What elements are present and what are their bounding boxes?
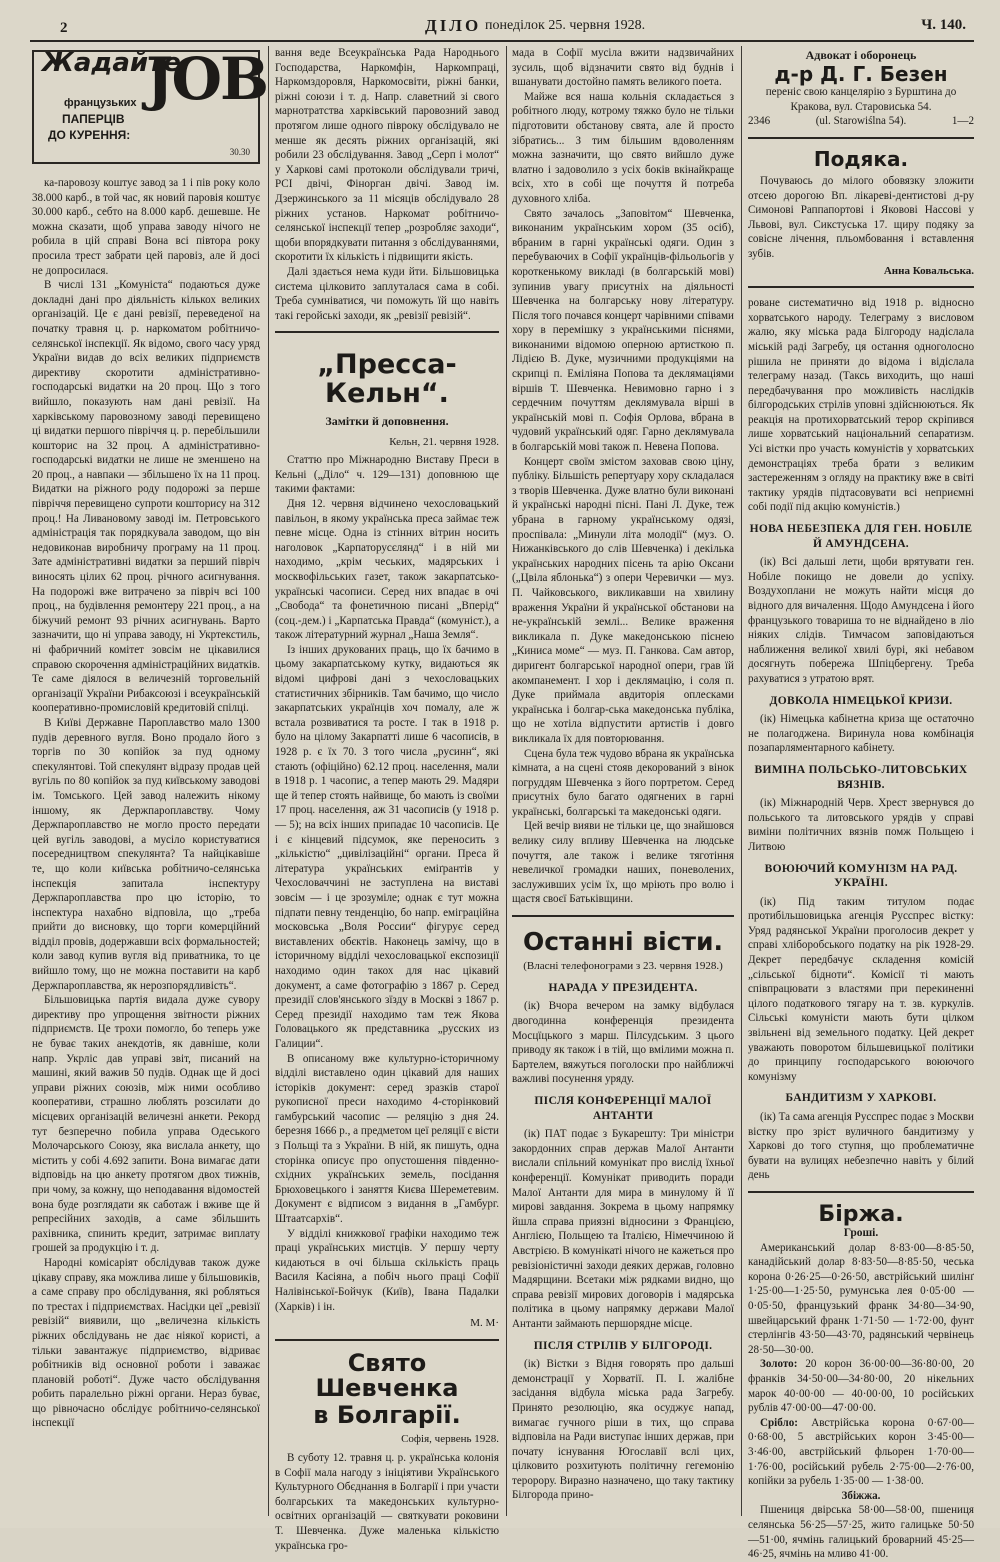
paragraph: Почуваюсь до мілого обовязку зложити отсею дорогою Вп. лікареві-дентистові д-ру Симонові Раппапортові і Яковові Нассові у Львові, вул. Сикстуська 17. щиру подяку за совісне лічення, пльомбовання і вставлення зубів. <box>748 174 974 260</box>
market-label: Золото: <box>760 1358 798 1371</box>
paragraph: В суботу 12. травня ц. р. українська колонія в Софії мала нагоду з ініціятиви Українського Культурного Обєднання в Болгарії і при участи болгарських та македонських культурно-освітних організацій — святкувати роковини Т. Шевченка. Дуже маленька кількістю українська гро- <box>275 1451 499 1552</box>
ad-line: ДО КУРЕННЯ: <box>48 128 131 142</box>
market-text: 20 корон 36·00·00—36·80·00, 20 франків 34·50·00—34·80·00, 20 нікельних марок 40·00·00 — 40·00·00, 10 російських рублів 47·00·00—47·00·00. <box>748 1358 974 1415</box>
paragraph: В Київі Державне Пароплавство мало 1300 пудів деревного вугля. Воно продало його з торгів по 30 копійок за пуд одному спекулянтові. Той спекулянт відразу продав цей вугіль по 80 копійок за пуд київському заводові ім. Томського. Цей завод належить нікому іншому, як Держпароплавству. Чому Держпароплавство не могло просто передати цей вугіль заводові, а мусіло користуватися посередництвом спекулянта? Та найцікавіше те, що коли київська робітничо-селянська інспекція запитала інспектуру Держпароплавства про цю історію, то інспектура нахабно відповіла, що „треба прийти до висновку, що торги комерційний відділ провів, додержавши всіх формальностей; коли завод купив вугля від приватника, то це вийшло тому, що не можна поставити на карб Держпароплавства, як нерозпорядливість“. <box>32 716 260 992</box>
masthead: ДІЛО <box>425 16 482 35</box>
paragraph: Американський долар 8·83·00—8·85·50, канадійський долар 8·83·50—8·85·50, чеська корона 0·26·25—0·26·50, австрійський шилінґ 1·25·00—1·25·50, румунська лея 0·05·00 — 0·05·50, французький франк 34·80—34·90, швейцарський франк 1·71·50 — 1·72·00, фунт стерлінгів 43·50—43·70, радянський червінець 28·50—30·00. <box>748 1241 974 1356</box>
section-divider <box>748 286 974 288</box>
issue-date: понеділок 25. червня 1928. <box>485 18 646 33</box>
paragraph: У відділі книжкової графіки находимо теж праці українських мистців. У першу черту кидаються в очі більша скількість праць Василя Касіяна, а побіч нього праці Софії Налівінської-Бойчук (Київ), Івана Падалки (Харків) і ін. <box>275 1227 499 1313</box>
article-title: в Болгарії. <box>313 1401 461 1430</box>
article-subtitle: Замітки й доповнення. <box>325 413 449 428</box>
paragraph: Більшовицька партія видала дуже сувору директиву про упрощення звітности ріжних підприємств. Це трохи помогло, бо теперь уже не буває таких анекдотів, як давніше, коли напр. Укрліс дав управі звіт, писаний на машині, який важив 50 пудів. Однак ще й досі управи ріжних союзів, між ними особливо кооперативи, страшно люблять розсилати до місцевих організацій величезні анкети. Рекорд тут безперечно побила управа Одеського Молочарського Союзу, яка вислала анкету, що містить у собі 4.692 запити. Вона вимагає дати відповідь на цю анкету протягом двох тижнів, при чому, за кожну, що неподавання відомостей вона буде розглядати як саботаж і вживе ще й репресійних заходів, а саме збільшить рахівника, спинить кредит, затримає виплату грошей за продукцію і т. д. <box>32 994 260 1255</box>
paragraph: Народні комісаріят обслідував також дуже цікаву справу, яка можлива лише у більшовиків, а саме справу про обслідування, які робляться по трестах і підприємствах. Насідки цеї „ревізії ревізій“ виявили, що „величезна кількість ріжних обслідувань не дає ніякої користі, а тільки завантажує підприємство, відриває робітників від основної роботи і заважає плановій роботі“. Дуже часто обслідування робить паралельно ріжні органи. Нераз буває, що рівночасно обслідує робітничо-селянської інспекції <box>32 1256 260 1430</box>
market-label: Збіжжа. <box>841 1489 881 1502</box>
advocate-name: д-р Д. Г. Безен <box>774 61 948 86</box>
market-text: Австрійська корона 0·67·00—0·68·00, 5 австрійських корон 3·45·00—3·46·00, австрійський фльорен 1·70·00—1·76·00, російський рубель 2·75·00—2·76·00, копійки за рубель 1·35·00 — 1·38·00. <box>748 1416 974 1488</box>
exchange-title: Біржа. <box>818 1201 904 1227</box>
paragraph: Дня 12. червня відчинено чехословацький павільон, в якому українська преса займає теж певне місце. Одна із стінних вітрин носить наголовок „Карпаторусєлянд“ і в ній ми находимо, „крім чеських, мадярських і москвофільських газет, також закарпатсько-українські часописи. Серед них впадає в очі „Свобода“ та фонетичною писані „Вперід“ (соц.-дем.) і „Карпатська Правда“ (комуніст.), а також літературний журнал „Наша Земля“. <box>275 497 499 642</box>
paragraph: ка-паровозу коштує завод за 1 і пів року коло 38.000 карб., в той час, як новий паровія коштує 30.000 карб., себто на 8.000 карб. дешевше. Не можна сказати, щоб управа заводу нічого не робила в цій справі Вона всі півтора року просила трест забрати цей паровіз, але й досі не допросилася. <box>32 177 260 277</box>
ad-title: Жадайте <box>42 48 181 78</box>
ad-line: Адвокат і оборонець <box>805 48 917 62</box>
dateline: Софія, червень 1928. <box>401 1433 499 1446</box>
paragraph: Концерт своїм змістом заховав свою ціну, публіку. Більшість репертуару хору складалася з творів Шевченка. Дуже влатно були виконані й українські народні пісні. Пані Л. Дуке, теж убрана в гарному українському одязі, проспівала: „Минули літа молодії“ (муз. О. Нижанківського до слів Шевченка) і декілька українських народних пісень та арію Оксани („Цвіла яблонька“) з опери Черевички — муз. П. Чайковського, викликавши на хвилину враження України й української обстанови на не-українській землі... Велике враження викликала п. Дуке македонською піснею „Киниса моме“ — муз. П. Ганкова. Сам автор, диригент болгарської народної опери, грав їй акомпанемент. І хор і деклямацію, і соля п. Дуке приймала авдиторія оплесками українська і болгар-ська македонська публіка, що не хотіла відпустити артистів і довго викликала їх для повторювання. <box>512 455 734 745</box>
paragraph: В числі 131 „Комуніста“ подаються дуже докладні дані про діяльність кількох великих організацій. Це є дані ревізії, переведеної на початку травня ц. р. наркоматом робітничо-селянської інспекції. Як відомо, свого часу уряд України видав до всіх великих підприємств директиву скоротити адміністративно-господарські видатки на 20 проц. Що з того вийшло, показують нам дані ревізії. На харківському паровозному заводі перевищено ці видатки першого півріччя ц. р. перебільшили кошторис на 32 проц. А адміністративно-господарські видатки не лише не зменшено на 20 проц., а навпаки — збільшено їх на 11 проц. Видатки на ріжного роду подорожі за перше півріччя перевищено супроти кошторису на 312 проц.! На Ливановому заводі ім. Петровського адміністрація так порядкувала заводом, що він недовиконав виробничу програму на 11 проц. Зате адміністративні видатки за перший півріч виносять цілих 62 проц. річного асигнування. На подорожі вже витрачено за півріч всі 100 проц., на будівлення ремонтеру 221 проц., а на біжучий ремонт 93 річних асигнувань. Варто зазначити, що ні управа заводу, ні Укртекстиль, ні фабричний комітет зовсім не цікавилися справою скорочення адміністраційних видатків. Те саме діялося в величезній торговельній організації України Рибаксоюзі і всеукраїнській кооперативно-промисловій кредитовій спілці. <box>32 279 260 715</box>
news-headline: НОВА НЕБЕЗПЕКА ДЛЯ ГЕН. НОБІЛЕ Й АМУНДСЕНА. <box>749 523 973 550</box>
section-divider <box>275 331 499 333</box>
section-title: Останні вісти. <box>523 927 723 957</box>
job-brand-logo: JOB <box>146 45 267 113</box>
column-2 <box>275 46 499 1552</box>
section-subtitle: (Власні телефонограми з 23. червня 1928.) <box>523 960 723 973</box>
paragraph: Свято зачалось „Заповітом“ Шевченка, виконаним українським хором (35 осіб), вбраним в гарні українські одяги. Один з перебуваючих в Софії українців-фільольогів у короткенькому викладі (в болгарській мові) зупинив увагу присутніх на діяльності Шевченка на болгарську нову літературу. Після того почався концерт чарівними співами хору в перемішку з українськими піснями, виконаними відомою оперною артисткою п. Лідією В. Дуке, музичними продукціями на скрипці п. Еміліяна Попова та деклямаціями віршів Т. Шевченка. Невимовно гарно і з сердечним почуттям деклямувала вірші в українській мові п. Софія Орлова, вбрана в чудовий український одяг. Гарно деклямувала в болгарській мові також п. Невена Попова. <box>512 207 734 454</box>
paragraph: Майже вся наша кольнія складається з робітного люду, котрому тяжко було не тільки підготовити обстанову свята, але й просто зібратись... З тим більшим вдоволенням можна зазначити, що свято вийшло дуже влатно і задоволило з усіх боків вкінайкраще всіх, хто в собі ще почуття й потреба духовного хліба. <box>512 90 734 205</box>
paragraph: (ік) Та сама агенція Русспрес подає з Москви вістку про зріст вуличного бандитизму у Харкові до того ступня, що проблематичне бувати на вулицях небезпечно навіть у білий день <box>748 1111 974 1182</box>
ad-footer <box>748 114 974 129</box>
paragraph: (ік) Міжнародній Черв. Хрест звернувся до польського та литовського урядів у справі виміни політичних вязнів помж Польщею і Литвою <box>748 797 974 853</box>
article-title: Свято Шевченка <box>315 1348 459 1402</box>
page-number: 2 <box>60 20 68 36</box>
column-4 <box>748 46 974 1561</box>
dateline: Кельн, 21. червня 1928. <box>389 435 499 448</box>
paragraph: Далі здається нема куди йти. Більшовицька система цілковито заплуталася сама в собі. Треба сумніватися, чи поможуть їй що навіть такі геройські заходи, як „ревізії ревізій“. <box>275 265 499 322</box>
market-label: Срібло: <box>760 1416 798 1429</box>
section-divider <box>748 137 974 139</box>
paragraph: (ік) Вчора вечером на замку відбулася двогодинна конференція президента Мосцїцького з марш. Пілсудським. З цього приводу як також і в тій, що вмілими можна п. Бартелем, вяжуться поголоски про найближчі важливі посунення уряду. <box>512 1000 734 1086</box>
news-headline: ВИМІНА ПОЛЬСЬКО-ЛИТОВСЬКИХ ВЯЗНІВ. <box>754 763 968 791</box>
column-rule <box>741 46 742 1516</box>
section-divider <box>512 915 734 917</box>
paragraph: роване систематично від 1918 р. відносно хорватського народу. Телеграму з висловом жалю, яку міська рада Білгороду надіслала міській раді Загребу, ця остання одноголосно рішила не приняти до відома і відіслала телеграму назад. (Таксь виходить, що наші передбачування про можливість наслідків білгородських стрілів уповні здійснюються. Як реакція на протихорватський терор скріпився лише хорватський національний сепаратизм. Усі вістки про участь комуністів у хорватських демонстраціях треба брати з великим застереженням з огляду на практику вже в світі тактику урядів підтасовувати всі неприємні собі події під акцію комуністів.) <box>748 297 974 514</box>
news-headline: ДОВКОЛА НІМЕЦЬКОЇ КРИЗИ. <box>769 694 953 707</box>
paragraph: Сцена була теж чудово вбрана як українська кімната, а на сцені стояв декорований з вінок погруддям Шевченка з його портретом. Серед присутніх було багато одягнених в гарні українські, болгарські та македонські одяги. <box>512 747 734 818</box>
paragraph: Із інших друкованих праць, що їх бачимо в цьому закарпатському кутку, видаються як відомі цифрові дані з чехословацьких статистичних збірників. Там бачимо, що число закарпатських українців хоч помалу, але ж встала розвиватися та росте. І так в 1918 р. було на цілому Закарпатті лише 6 часописів, в 1928 р. є їх 70. З того числа „русинн“, які стають (офіційно) 62.12 проц. населення, мали в 1918 р. 1 часопис, а тепер мають 29. Мадяри ще й тепер стоять найвище, бо мають із своїми 17 проц. населення, аж 31 часописів (у 1918 р. — 5); на всіх інших припадає 10 часописів. Це і є кінцевий підсумок, яке переносить з „кількістю“ „цивілізаційні“ органи. Преса й література українських еміґрантів у Чехословаччині не заступлена на виставі зовсім — і це зрозуміле; однак є тут можна підпати певну тенденцію, бо напр. еміграційна московська „Воля России“ фігурує серед виставлених обєктів. Наконець замічу, що в історичному відділі чехословацької експозиції находимо один такох для нас цікавий документ, а саме фотографію з 1867 р. Серед президії слов'янського зїзду в Москві з 1867 р. Серед президії находимо там теж Якова Головацького як представника „русских из Галиции“. <box>275 643 499 1050</box>
news-headline: ВОЮЮЧИЙ КОМУНІЗМ НА РАД. УКРАЇНІ. <box>764 862 958 890</box>
page-header <box>30 14 974 42</box>
paragraph: мада в Софії мусіла вжити надзвичайних зусиль, щоб відзначити свято від буднів і вшанувати достойно память великого поета. <box>512 47 734 89</box>
job-advertisement <box>32 45 267 164</box>
paragraph: вання веде Всеукраїнська Рада Народнього Господарства, Наркомфін, Наркомпраці, Наркомздоровля, Наркомосвіти, ріжні банки, ріжні союзи і т. д. Напр. славетний зі свого марнотратства харківський паровозний завод протягом лише одного півроку обслідувало не менше як десять ріжних організацій, які робили 23 обслідування. Завод „Серп і молот“ у Харкові самі протоколи обслідували тричі, РСІ двічі, Фінорган двічі. Завод ім. Дзержинського за 11 місяців обслідувало 28 ріжних установ. Наркомат робітничо-селянської інспекції тепер „розробляє заходи“, щоби впорядкувати питання з обслідуваннями, скоротити їх кількість і підвищити якість. <box>275 47 499 264</box>
paragraph: (ік) Вістки з Відня говорять про дальші демонстрації у Хорватії. П. І. жалібне засідання відбула міська рада Загребу. Принято резолюцію, яка осуджує напад, вимагає гучного ріши в тих, що справа відповіла на Ради виступає інших держав, при почату існування Югославії вслі цих, цілковито розхитують політичну гегемонію теророру. Виразно назначено, що таку тактику Білгорода прино- <box>512 1358 734 1502</box>
paragraph: (ік) Під таким титулом подає протибільшовицька агенція Русспрес вістку: Уряд радянської України проголосив декрет у справі хліборобського податку на рік 1928-29. Декрет передбачує складення комісій „сільської бідноти“. Комісії ті мають співпрацювати з властями при перекиненні цілого податкового тягару на т. зв. куркулів. Сільські комуністи мають бути цілком звільнені від земельного податку. Цей декрет уважають поворотом більшевицької політики до принципу господарського воюючого комунізму <box>748 895 974 1083</box>
issue-number: Ч. 140. <box>921 17 966 33</box>
news-headline: ПІСЛЯ СТРІЛІВ У БІЛГОРОДІ. <box>533 1339 713 1352</box>
column-rule <box>268 46 269 1516</box>
exchange-subtitle: Гроші. <box>843 1227 879 1240</box>
paragraph: Статтю про Міжнародню Виставу Преси в Кельні („Діло“ ч. 129—131) доповнюю ще такими фактами: <box>275 454 499 496</box>
paragraph: (ік) Всі дальші лети, щоби врятувати ген. Нобіле покищо не довели до успіху. Воздухоплани не можуть найти місця до відного для вичалення. Щодо Амундсена і його французького товариша то не віднайдено в ліо ніяких слідів. Тимчасом заповідаються наближення великої хвилі бурі, які небавом досягнуть побережа Шпіцбергену. Треба рахуватися з утратою врят. <box>748 556 974 685</box>
ad-line: Кракова, вул. Старовиська 54. <box>790 100 932 113</box>
news-headline: БАНДИТИЗМ У ХАРКОВІ. <box>785 1092 937 1105</box>
paragraph: В описаному вже культурно-історичному відділі виставлено один цікавий для наших історіків документ: серед зразків старої рукописної преси находимо 4-сторінковий гамбурський часопис — реляцію з дня 24. березня 1666 р., а предметом цеї реляції є вісти з Польщі та з України. В ній, як пишуть, одна сторінка описує про опустошення південно-східних українських земель, посідання Брюховецького і заняття Києва Шереметевим. Документ є відписом з видання в „Гамбург. Штаатсархів“. <box>275 1052 499 1226</box>
news-headline: НАРАДА У ПРЕЗИДЕНТА. <box>548 981 698 994</box>
ad-line: французьких <box>64 97 137 109</box>
paragraph: (ік) Німецька кабінетна криза ще остаточно не полагоджена. Виринула нова комбінація позапарляментарного кабінету. <box>748 713 974 755</box>
thanks-title: Подяка. <box>813 146 909 171</box>
section-divider <box>748 1191 974 1193</box>
thanks-signature: Анна Ковальська. <box>883 264 974 277</box>
article-title: „Пресса-Кельн“. <box>317 349 457 409</box>
column-1 <box>32 45 267 1516</box>
news-headline: ПІСЛЯ КОНФЕРЕНЦІЇ МАЛОЇ АНТАНТИ <box>534 1095 712 1122</box>
paragraph: (ік) ПАТ подає з Букарешту: Три міністри закордонних справ держав Малої Антанти вислали спільний комунікат про вислід їхньої конференції. Комунікат приводить поради Малої Антанти для мира в минулому й її мирові завдання. Зокрема в цьому напрямку йшла справа приязні відносини з Францією, Англією, Польщею та Італією, Німеччиною й Австрією. В комунікаті нічого не кажеться про ревізіоністичні заходи деяких держав, головно Мадярщини. Всетаки між рядками видно, що справа ревізії мирових договорів і мадярська політика в цьому напрямку держави Малої Антанти займають першорядне місце. <box>512 1128 734 1330</box>
market-text: Пшениця двірська 58·00—58·00, пшениця селянська 56·25—57·25, жито галицьке 50·50—51·00, ячмінь галицький броварний 45·25—46·25, ячмінь на мливо 41·00. <box>748 1504 974 1561</box>
section-divider <box>275 1339 499 1341</box>
ad-line: ПАПЕРЦІВ <box>62 112 125 126</box>
signature: М. М· <box>470 1317 499 1330</box>
paragraph: Цей вечір вияви не тільки це, що знайшовся велику силу впливу Шевченка на людське почуття, але також і велике тяготіння невеличкої громадки наших, поневолених, заслуживших усім їх, що мріють про волю і щастя своєї Батьківщини. <box>512 820 734 906</box>
column-rule <box>506 46 507 1516</box>
ad-price: 30.30 <box>229 147 250 158</box>
ad-line: переніс свою канцелярію з Бурштина до <box>765 86 957 99</box>
ad-count: 1—2 <box>951 115 974 128</box>
ad-address: (ul. Starowiślna 54). <box>815 115 907 128</box>
ad-code: 2346 <box>748 115 771 128</box>
column-3 <box>512 46 734 1516</box>
